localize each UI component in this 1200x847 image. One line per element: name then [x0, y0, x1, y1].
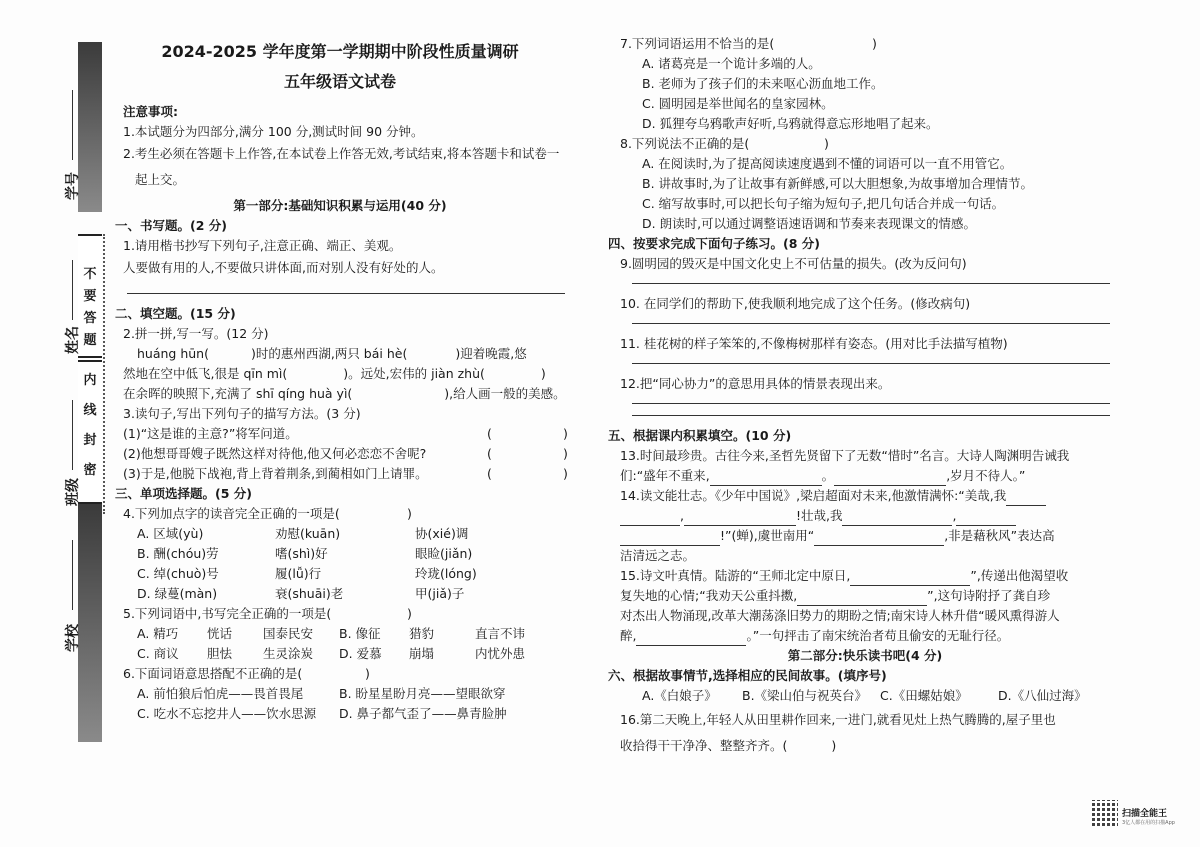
fill-text: 复失地的心情;“我劝天公重抖擞, — [620, 588, 798, 603]
section-heading: 二、填空题。(15 分) — [115, 306, 236, 321]
part-one-heading: 第一部分:基础知识积累与运用(40 分) — [233, 198, 447, 213]
seal-char: 不 — [83, 267, 97, 282]
pinyin-text: 然地在空中低飞,很是 qīn mì( — [123, 366, 288, 381]
notice-line: 起上交。 — [135, 172, 186, 187]
fill-text: , — [952, 508, 957, 523]
sentence-item — [115, 464, 568, 484]
option-item: D. 朗读时,可以通过调整语速语调和节奏来表现课文的情感。 — [642, 216, 977, 231]
seal-char: 封 — [83, 433, 97, 448]
fill-text: 15.诗文叶真情。陆游的“王师北定中原日, — [620, 568, 851, 583]
fill-blank — [797, 591, 927, 606]
fill-text: 。 — [821, 468, 835, 483]
option-row — [115, 684, 565, 704]
question-stem: 3.读句子,写出下列句子的描写方法。(3 分) — [123, 406, 361, 421]
fill-text: ”,这句诗附抒了龚自珍 — [927, 588, 1051, 603]
option-item: 胆怯 — [207, 646, 233, 661]
seal-char: 线 — [83, 403, 97, 418]
choice-option: B.《梁山伯与祝英台》 — [742, 688, 868, 703]
sentence-item — [115, 424, 568, 444]
answer-line — [632, 362, 1110, 364]
option-item: D. 狐狸夸乌鸦歌声好听,乌鸦就得意忘形地唱了起来。 — [642, 116, 939, 131]
notice-line: 1.本试题分为四部分,满分 100 分,测试时间 90 分钟。 — [123, 124, 424, 139]
option-item: B. 像征 — [339, 626, 381, 641]
fill-line — [620, 626, 1110, 646]
option-item: C. 绰(chuò)号 — [137, 566, 219, 581]
fill-text: 们:“盛年不重来, — [620, 468, 710, 483]
fill-text: , — [680, 508, 684, 523]
option-row — [115, 544, 565, 564]
fill-line — [620, 526, 1110, 546]
answer-paren: ) — [407, 606, 412, 621]
fill-text: 。”一句抨击了南宋统治者苟且偷安的无耻行径。 — [746, 628, 1010, 643]
option-item: A. 诸葛亮是一个诡计多端的人。 — [642, 56, 821, 71]
answer-paren: ) — [365, 666, 370, 681]
field-line — [72, 90, 73, 160]
question-stem: 12.把“同心协力”的意思用具体的情景表现出来。 — [620, 376, 891, 391]
fill-blank — [620, 531, 720, 546]
answer-paren: ) — [407, 506, 412, 521]
pinyin-line — [115, 384, 565, 404]
question-stem — [115, 664, 565, 684]
section-heading: 五、根据课内积累填空。(10 分) — [608, 428, 792, 443]
fill-blank — [842, 511, 952, 526]
notice-heading: 注意事项: — [123, 104, 178, 119]
question-stem: 2.拼一拼,写一写。(12 分) — [123, 326, 269, 341]
question-stem: 1.请用楷书抄写下列句子,注意正确、端正、美观。 — [123, 238, 402, 253]
choice-option: A.《白娘子》 — [642, 688, 717, 703]
scanner-watermark — [1122, 806, 1175, 826]
answer-paren: ) — [563, 466, 568, 481]
seal-char: 内 — [83, 373, 97, 388]
answer-paren: ) — [831, 738, 837, 753]
fill-line: 对杰出人物涌现,改革大潮荡涤旧势力的期盼之情;南宋诗人林升借“暖风熏得游人 — [620, 608, 1060, 623]
fill-text: ,岁月不待人。” — [946, 468, 1026, 483]
fill-line: 13.时间最珍贵。古往今来,圣哲先贤留下了无数“惜时”名言。大诗人陶渊明告诫我 — [620, 448, 1070, 463]
fill-text: ,非是藉秋风”表达高 — [944, 528, 1055, 543]
option-item: A. 前怕狼后怕虎——畏首畏尾 — [137, 686, 304, 701]
notice-line: 2.考生必须在答题卡上作答,在本试卷上作答无效,考试结束,将本答题卡和试卷一 — [123, 146, 560, 161]
school-label: 学校 — [65, 624, 81, 652]
option-item: B. 酬(chóu)劳 — [137, 546, 219, 561]
answer-line — [632, 322, 1110, 324]
question-text: 5.下列词语中,书写完全正确的一项是( — [123, 606, 332, 621]
fill-line — [620, 566, 1110, 586]
answer-paren: ) — [563, 446, 568, 461]
option-item: 协(xié)调 — [415, 526, 469, 541]
option-item: D. 爱慕 — [339, 646, 382, 661]
answer-paren: ) — [563, 426, 568, 441]
fill-blank — [636, 631, 746, 646]
option-item: C. 吃水不忘挖井人——饮水思源 — [137, 706, 317, 721]
binding-dark-bottom — [78, 504, 102, 742]
field-line — [72, 260, 73, 320]
option-row — [115, 644, 565, 664]
option-item: B. 讲故事时,为了让故事有新鲜感,可以大胆想象,为故事增加合理情节。 — [642, 176, 1033, 191]
question-stem — [115, 504, 565, 524]
option-item: B. 盼星星盼月亮——望眼欲穿 — [339, 686, 506, 701]
section-heading: 四、按要求完成下面句子练习。(8 分) — [608, 236, 820, 251]
exam-subtitle: 五年级语文试卷 — [283, 72, 396, 91]
question-stem: 9.圆明园的毁灭是中国文化史上不可估量的损失。(改为反问句) — [620, 256, 967, 271]
sentence-item — [115, 444, 568, 464]
option-row — [115, 524, 565, 544]
fill-blank — [850, 571, 970, 586]
fill-text: ”,传递出他渴望收 — [970, 568, 1069, 583]
answer-line — [632, 402, 1110, 404]
option-item: 履(lǚ)行 — [275, 566, 322, 581]
answer-paren: ) — [872, 36, 877, 51]
sentence-text: (1)“这是谁的主意?”将军问道。 — [123, 426, 298, 441]
class-label: 班级 — [65, 478, 81, 506]
pinyin-line — [115, 364, 565, 384]
option-item: A. 区域(yù) — [137, 526, 204, 541]
option-item: D. 绿蔓(màn) — [137, 586, 218, 601]
question-text: 4.下列加点字的读音完全正确的一项是( — [123, 506, 340, 521]
fill-line — [620, 486, 1110, 506]
pinyin-text: 在余晖的映照下,充满了 shī qíng huà yì( — [123, 386, 353, 401]
option-item: D. 鼻子都气歪了——鼻青脸肿 — [339, 706, 507, 721]
field-line — [72, 400, 73, 470]
pinyin-text: huáng hūn( — [137, 346, 209, 361]
option-row — [115, 624, 565, 644]
answer-paren: ( — [487, 426, 492, 441]
option-item: A. 精巧 — [137, 626, 179, 641]
fill-text: 14.读文能壮志。《少年中国说》,梁启超面对未来,他激情满怀:“美哉,我 — [620, 488, 1007, 503]
option-row — [115, 564, 565, 584]
question-stem: 11. 桂花树的样子笨笨的,不像梅树那样有姿态。(用对比手法描写植物) — [620, 336, 1008, 351]
question-text: 8.下列说法不正确的是( — [620, 136, 750, 151]
option-item: C. 商议 — [137, 646, 179, 661]
sentence-text: (3)于是,他脱下战袍,背上背着荆条,到蔺相如门上请罪。 — [123, 466, 428, 481]
pinyin-text: ),给人画一般的美感。 — [444, 386, 566, 401]
option-item: B. 老师为了孩子们的未来呕心沥血地工作。 — [642, 76, 884, 91]
fill-line — [620, 466, 1110, 486]
right-column — [608, 34, 1110, 756]
option-item: 嗜(shì)好 — [275, 546, 328, 561]
name-label: 姓名 — [65, 326, 81, 354]
story-choices — [620, 686, 1110, 706]
seal-dotted-line — [103, 234, 105, 514]
fill-blank — [684, 511, 796, 526]
fill-line: 洁清远之志。 — [620, 548, 696, 563]
question-stem — [620, 134, 1110, 154]
answer-paren: ) — [824, 136, 829, 151]
option-item: C. 圆明园是举世闻名的皇家园林。 — [642, 96, 834, 111]
question-stem — [620, 736, 1110, 756]
qr-code-mask — [1092, 800, 1118, 826]
choice-option: D.《八仙过海》 — [998, 688, 1087, 703]
watermark-tagline: 3亿人都在用的扫描App — [1122, 820, 1175, 826]
seal-char: 要 — [83, 289, 97, 304]
question-stem — [620, 34, 1110, 54]
answer-line — [632, 414, 1110, 416]
fill-blank — [814, 531, 944, 546]
answer-paren: ( — [487, 446, 492, 461]
option-item: 眼睑(jiǎn) — [415, 546, 473, 561]
option-item: C. 缩写故事时,可以把长句子缩为短句子,把几句话合并成一句话。 — [642, 196, 1005, 211]
option-item: 甲(jiǎ)子 — [415, 586, 465, 601]
field-line — [72, 540, 73, 610]
fill-text: 醉, — [620, 628, 637, 643]
fill-blank — [834, 471, 946, 486]
option-item: 国泰民安 — [263, 626, 314, 641]
pinyin-line — [115, 344, 565, 364]
pinyin-text: )迎着晚霞,悠 — [455, 346, 527, 361]
option-item: A. 在阅读时,为了提高阅读速度遇到不懂的词语可以一直不用管它。 — [642, 156, 1013, 171]
student-id-label: 学号 — [65, 172, 81, 200]
fill-blank — [956, 511, 1016, 526]
fill-text: !”(蝉),虞世南用“ — [720, 528, 815, 543]
answer-line — [632, 282, 1110, 284]
question-stem — [115, 604, 565, 624]
fill-blank — [710, 471, 822, 486]
fill-blank — [1006, 491, 1046, 506]
option-row — [115, 704, 565, 724]
question-text: 7.下列词语运用不恰当的是( — [620, 36, 775, 51]
fill-blank — [620, 511, 680, 526]
question-text: 收拾得干干净净、整整齐齐。( — [620, 738, 788, 753]
section-heading: 一、书写题。(2 分) — [115, 218, 227, 233]
copy-sentence: 人要做有用的人,不要做只讲体面,而对别人没有好处的人。 — [123, 260, 444, 275]
section-heading: 三、单项选择题。(5 分) — [115, 486, 252, 501]
fill-text: !壮哉,我 — [795, 508, 843, 523]
left-column — [115, 38, 568, 724]
answer-paren: ( — [487, 466, 492, 481]
seal-char: 答 — [83, 311, 97, 326]
sentence-text: (2)他想哥哥嫂子既然这样对待他,他又何必恋恋不舍呢? — [123, 446, 427, 461]
pinyin-text: ) — [540, 366, 546, 381]
exam-title: 2024-2025 学年度第一学期期中阶段性质量调研 — [161, 42, 519, 61]
section-heading: 六、根据故事情节,选择相应的民间故事。(填序号) — [608, 668, 887, 683]
question-stem: 16.第二天晚上,年轻人从田里耕作回来,一进门,就看见灶上热气腾腾的,屋子里也 — [620, 712, 1056, 727]
answer-line — [127, 292, 565, 294]
option-item: 直言不讳 — [475, 626, 526, 641]
option-item: 崩塌 — [409, 646, 435, 661]
option-item: 劝慰(kuān) — [275, 526, 341, 541]
choice-option: C.《田螺姑娘》 — [880, 688, 968, 703]
seal-char: 密 — [83, 463, 97, 478]
fill-line — [620, 506, 1110, 526]
option-item: 恍话 — [207, 626, 233, 641]
option-item: 衰(shuāi)老 — [275, 586, 344, 601]
option-item: 猎豹 — [409, 626, 435, 641]
pinyin-text: )时的惠州西湖,两只 bái hè( — [250, 346, 408, 361]
seal-char: 题 — [83, 333, 97, 348]
fill-line — [620, 586, 1110, 606]
option-item: 玲珑(lóng) — [415, 566, 477, 581]
question-text: 6.下面词语意思搭配不正确的是( — [123, 666, 303, 681]
pinyin-text: )。远处,宏伟的 jiàn zhù( — [343, 366, 485, 381]
option-item: 内忧外患 — [475, 646, 526, 661]
option-row — [115, 584, 565, 604]
option-item: 生灵涂炭 — [263, 646, 314, 661]
question-stem: 10. 在同学们的帮助下,使我顺利地完成了这个任务。(修改病句) — [620, 296, 971, 311]
part-two-heading: 第二部分:快乐读书吧(4 分) — [787, 648, 943, 663]
watermark-name: 扫描全能王 — [1122, 809, 1168, 819]
